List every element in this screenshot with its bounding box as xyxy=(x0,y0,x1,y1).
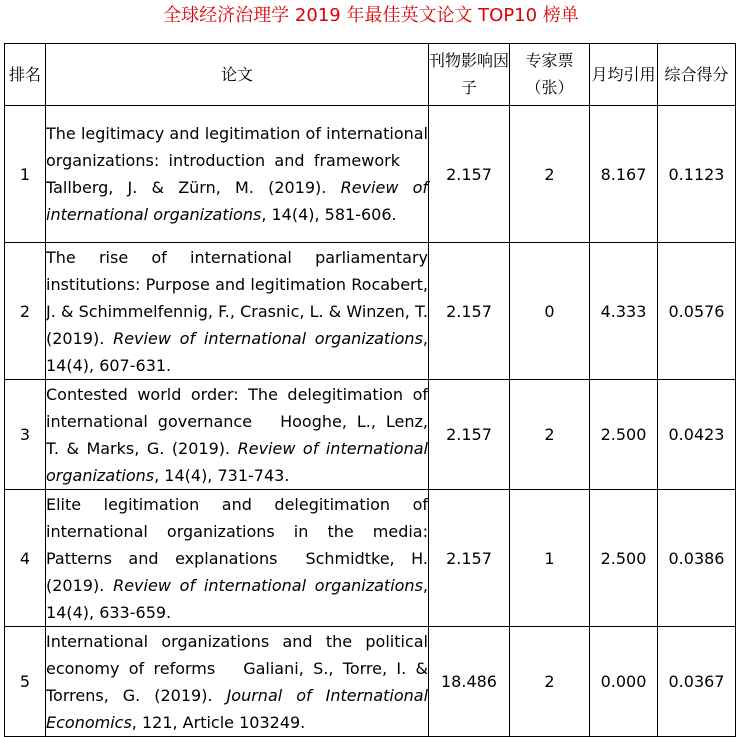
impact-factor-cell: 2.157 xyxy=(429,243,510,380)
paper-cell xyxy=(46,380,429,490)
header-score: 综合得分 xyxy=(658,44,736,106)
paper-authors: Tallberg, J. & Zürn, M. (2019). xyxy=(46,178,327,197)
impact-factor-cell: 2.157 xyxy=(429,380,510,490)
paper-cell xyxy=(46,243,429,380)
paper-cell xyxy=(46,106,429,243)
score-cell: 0.0576 xyxy=(658,243,736,380)
paper-journal: Review of international organizations xyxy=(46,438,428,485)
paper-authors: Schmidtke, H. (2019). xyxy=(46,548,428,595)
header-row xyxy=(5,44,736,106)
table-row xyxy=(5,106,736,243)
impact-factor-cell: 18.486 xyxy=(429,627,510,737)
table-row xyxy=(5,243,736,380)
monthly-citations-cell: 2.500 xyxy=(590,380,658,490)
paper-journal: Journal of International Economics xyxy=(46,685,429,732)
expert-votes-cell: 0 xyxy=(510,243,590,380)
table-row xyxy=(5,627,736,737)
score-cell: 0.0386 xyxy=(658,490,736,627)
score-cell: 0.1123 xyxy=(658,106,736,243)
rank-cell: 5 xyxy=(5,627,46,737)
paper-journal: Review of international organizations xyxy=(113,328,423,348)
rank-cell: 2 xyxy=(5,243,46,380)
ranking-table xyxy=(4,43,736,737)
monthly-citations-cell: 2.500 xyxy=(590,490,658,627)
expert-votes-cell: 1 xyxy=(510,490,590,627)
header-paper: 论文 xyxy=(46,44,429,106)
paper-cell xyxy=(46,490,429,627)
expert-votes-cell: 2 xyxy=(510,380,590,490)
table-row xyxy=(5,380,736,490)
paper-title: International organizations and the political economy of reforms xyxy=(46,631,428,678)
paper-pages: , 14(4), 731-743. xyxy=(154,465,290,485)
paper-pages: , 14(4), 581-606. xyxy=(261,205,397,224)
paper-pages: , 14(4), 633-659. xyxy=(46,575,428,622)
expert-votes-cell: 2 xyxy=(510,627,590,737)
expert-votes-cell: 2 xyxy=(510,106,590,243)
monthly-citations-cell: 4.333 xyxy=(590,243,658,380)
paper-cell xyxy=(46,627,429,737)
header-impact-factor: 刊物影响因子 xyxy=(429,44,510,106)
impact-factor-cell: 2.157 xyxy=(429,106,510,243)
paper-journal: Review of international organizations xyxy=(46,178,429,224)
score-cell: 0.0367 xyxy=(658,627,736,737)
monthly-citations-cell: 8.167 xyxy=(590,106,658,243)
paper-authors: Galiani, S., Torre, I. & Torrens, G. (2019). xyxy=(46,658,428,705)
paper-title: The legitimacy and legitimation of international organizations: introduction and framework xyxy=(46,124,428,170)
impact-factor-cell: 2.157 xyxy=(429,490,510,627)
page-title: 全球经济治理学 2019 年最佳英文论文 TOP10 榜单 xyxy=(163,5,579,26)
paper-title: Elite legitimation and delegitimation of international organizations in the media: Patterns and explanations xyxy=(46,494,428,568)
rank-cell: 4 xyxy=(5,490,46,627)
rank-cell: 1 xyxy=(5,106,46,243)
monthly-citations-cell: 0.000 xyxy=(590,627,658,737)
paper-title: Contested world order: The delegitimation of international governance xyxy=(46,384,428,431)
header-rank: 排名 xyxy=(5,44,46,106)
table-row xyxy=(5,490,736,627)
paper-authors: Rocabert, J. & Schimmelfennig, F., Crasnic, L. & Winzen, T. (2019). xyxy=(46,274,428,348)
paper-pages: , 14(4), 607-631. xyxy=(46,328,428,375)
paper-title: The rise of international parliamentary institutions: Purpose and legitimation xyxy=(46,247,428,294)
header-expert-votes: 专家票（张） xyxy=(510,44,590,106)
header-monthly-citations: 月均引用 xyxy=(590,44,658,106)
paper-journal: Review of international organizations xyxy=(113,575,423,595)
rank-cell: 3 xyxy=(5,380,46,490)
paper-authors: Hooghe, L., Lenz, T. & Marks, G. (2019). xyxy=(46,411,428,458)
paper-pages: , 121, Article 103249. xyxy=(131,712,306,732)
score-cell: 0.0423 xyxy=(658,380,736,490)
